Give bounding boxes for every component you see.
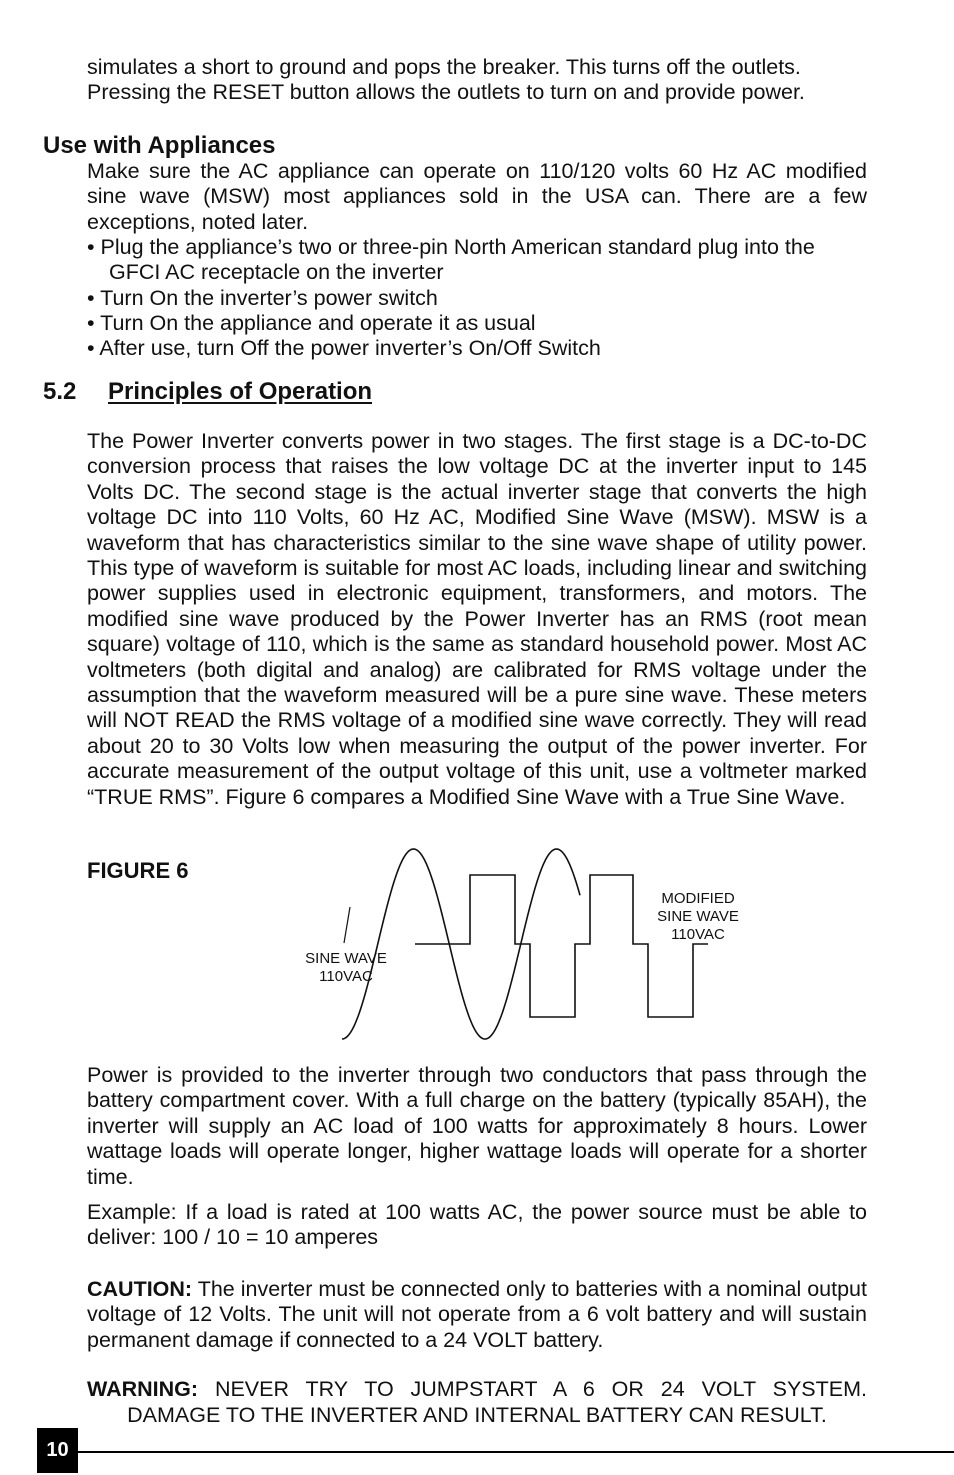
- sine-label-line-1: SINE WAVE: [305, 950, 387, 967]
- page-number: 10: [37, 1428, 78, 1473]
- caution-paragraph: [87, 1277, 867, 1353]
- section-number: 5.2: [43, 378, 77, 405]
- warning-text-1: NEVER TRY TO JUMPSTART A 6 OR 24 VOLT SYSTEM.: [198, 1377, 867, 1401]
- appliances-paragraph: Make sure the AC appliance can operate on 110/120 volts 60 Hz AC modified sine wave (MSW) most appliances sold in the USA can. There are a few exceptions, noted later.: [87, 159, 867, 234]
- power-paragraph: Power is provided to the inverter through two conductors that pass through the battery compartment cover. With a full charge on the battery (typically 85AH), the inverter will supply an AC load of 100 watts for approximately 8 hours. Lower wattage loads will operate longer, higher wattage loads will operate for a shorter time.: [87, 1063, 867, 1189]
- warning-line-1: [87, 1377, 867, 1402]
- example-paragraph: Example: If a load is rated at 100 watts AC, the power source must be able to deliver: 100 / 10 = 10 amperes: [87, 1200, 867, 1250]
- footer-rule: [78, 1451, 954, 1453]
- caution-text: The inverter must be connected only to batteries with a nominal output voltage of 12 Volts. The unit will not operate from a 6 volt battery and will sustain permanent damage if connected to a 24 VOLT battery.: [87, 1277, 867, 1352]
- msw-label-line-1: MODIFIED: [661, 890, 735, 907]
- appliances-bullet: • Turn On the inverter’s power switch: [87, 286, 438, 310]
- section-title: Principles of Operation: [108, 378, 373, 405]
- warning-line-2: DAMAGE TO THE INVERTER AND INTERNAL BATTERY CAN RESULT.: [127, 1403, 827, 1427]
- msw-label-line-3: 110VAC: [671, 926, 725, 943]
- intro-line-1: simulates a short to ground and pops the breaker. This turns off the outlets.: [87, 55, 801, 79]
- appliances-bullet: • Plug the appliance’s two or three-pin North American standard plug into the GFCI AC receptacle on the inverter: [87, 235, 815, 285]
- msw-label-line-2: SINE WAVE: [657, 908, 739, 925]
- principles-paragraph: The Power Inverter converts power in two stages. The first stage is a DC-to-DC conversion process that raises the low voltage DC at the inverter input to 145 Volts DC. The second stage is the actual inverter stage that converts the high voltage DC into 110 Volts, 60 Hz AC, Modified Sine Wave (MSW). MSW is a waveform that has characteristics similar to the sine wave shape of utility power. This type of waveform is suitable for most AC loads, including linear and switching power supplies used in electronic equipment, transformers, and motors. The modified sine wave produced by the Power Inverter has an RMS (root mean square) voltage of 110, which is the same as standard household power. Most AC voltmeters (both digital and analog) are calibrated for RMS voltage under the assumption that the waveform measured will be a pure sine wave. These meters will NOT READ the RMS voltage of a modified sine wave correctly. They will read about 20 to 30 Volts low when measuring the output of the power inverter. For accurate measurement of the output voltage of this unit, use a voltmeter marked “TRUE RMS”. Figure 6 compares a Modified Sine Wave with a True Sine Wave.: [87, 429, 867, 809]
- figure-label: FIGURE 6: [87, 858, 189, 883]
- appliances-bullet: • Turn On the appliance and operate it as usual: [87, 311, 536, 335]
- intro-line-2: Pressing the RESET button allows the outlets to turn on and provide power.: [87, 80, 805, 104]
- principles-heading: [43, 378, 372, 406]
- sine-leader-line: [344, 907, 350, 943]
- appliances-bullet: • After use, turn Off the power inverter’s On/Off Switch: [87, 336, 601, 360]
- sine-label-line-2: 110VAC: [319, 968, 373, 985]
- appliances-heading: Use with Appliances: [43, 132, 276, 159]
- figure-6-waveforms: [295, 845, 755, 1047]
- warning-label: WARNING:: [87, 1377, 199, 1401]
- caution-label: CAUTION:: [87, 1277, 193, 1301]
